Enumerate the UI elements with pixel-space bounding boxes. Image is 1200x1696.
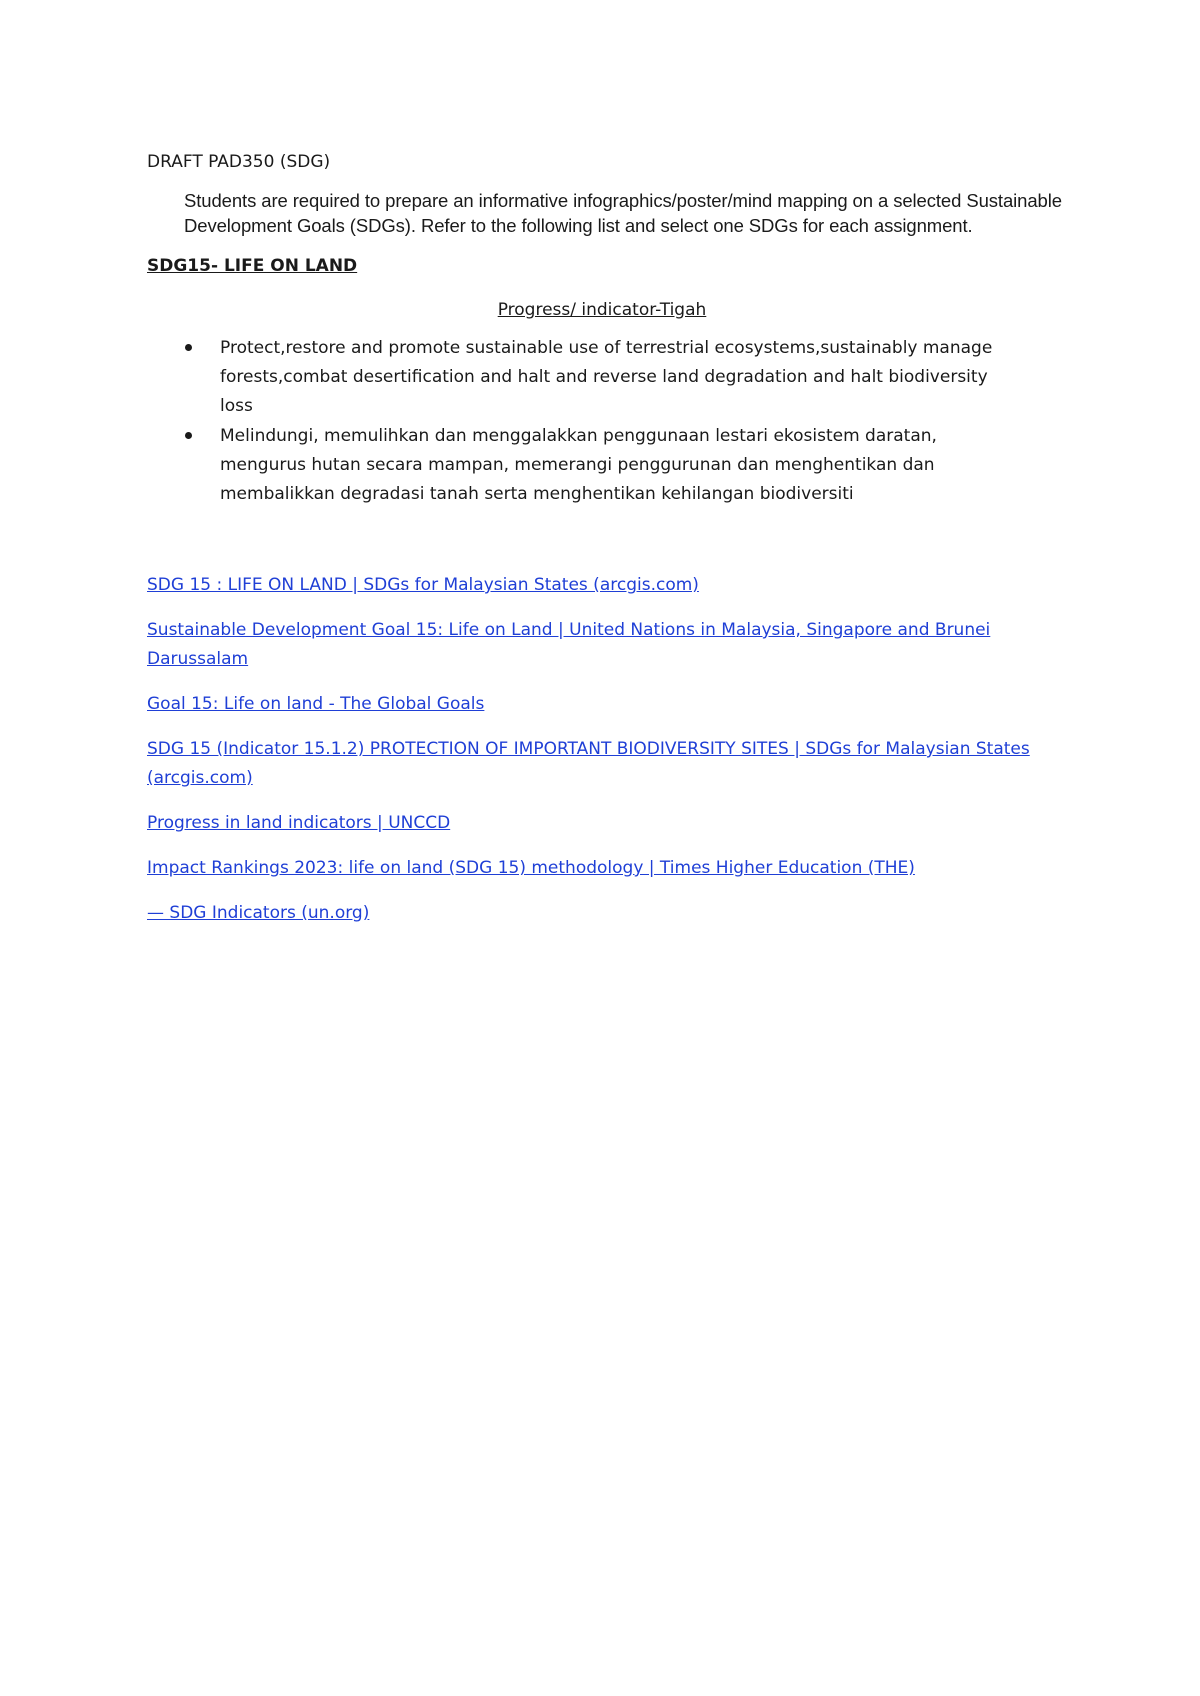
link-sdg-indicators-un[interactable]: — SDG Indicators (un.org) bbox=[147, 903, 370, 923]
bullet-text: Protect,restore and promote sustainable use of terrestrial ecosystems,sustainably manage forests,combat desertification and halt and reverse land degradation and halt biodiversity loss bbox=[220, 338, 993, 416]
bullet-icon bbox=[185, 432, 192, 439]
bullet-icon bbox=[185, 344, 192, 351]
bullet-item bbox=[147, 422, 1020, 509]
link-global-goals[interactable]: Goal 15: Life on land - The Global Goals bbox=[147, 694, 485, 714]
document-body bbox=[147, 150, 1067, 944]
link-arcgis-indicator-15-1-2[interactable]: SDG 15 (Indicator 15.1.2) PROTECTION OF IMPORTANT BIODIVERSITY SITES | SDGs for Malaysian States (arcgis.com) bbox=[147, 739, 1030, 788]
intro-paragraph: Students are required to prepare an informative infographics/poster/mind mapping on a selected Sustainable Development Goals (SDGs). Refer to the following list and select one SDGs for each assignment. bbox=[184, 190, 1062, 236]
bullet-list bbox=[147, 334, 1067, 509]
link-un-malaysia-goal15[interactable]: Sustainable Development Goal 15: Life on Land | United Nations in Malaysia, Singapore and Brunei Darussalam bbox=[147, 620, 991, 669]
reference-links bbox=[147, 571, 1067, 928]
bullet-text: Melindungi, memulihkan dan menggalakkan penggunaan lestari ekosistem daratan, mengurus hutan secara mampan, memerangi penggurunan dan menghentikan dan membalikkan degradasi tanah serta menghentikan kehilangan biodiversiti bbox=[220, 426, 937, 504]
link-unccd-progress[interactable]: Progress in land indicators | UNCCD bbox=[147, 813, 451, 833]
draft-title: DRAFT PAD350 (SDG) bbox=[147, 152, 331, 172]
link-arcgis-sdg15[interactable]: SDG 15 : LIFE ON LAND | SDGs for Malaysian States (arcgis.com) bbox=[147, 575, 699, 595]
bullet-item bbox=[147, 334, 1020, 421]
progress-heading: Progress/ indicator-Tigah bbox=[497, 300, 707, 320]
link-the-impact-rankings[interactable]: Impact Rankings 2023: life on land (SDG 15) methodology | Times Higher Education (THE) bbox=[147, 858, 915, 878]
sdg-heading: SDG15- LIFE ON LAND bbox=[147, 256, 358, 276]
